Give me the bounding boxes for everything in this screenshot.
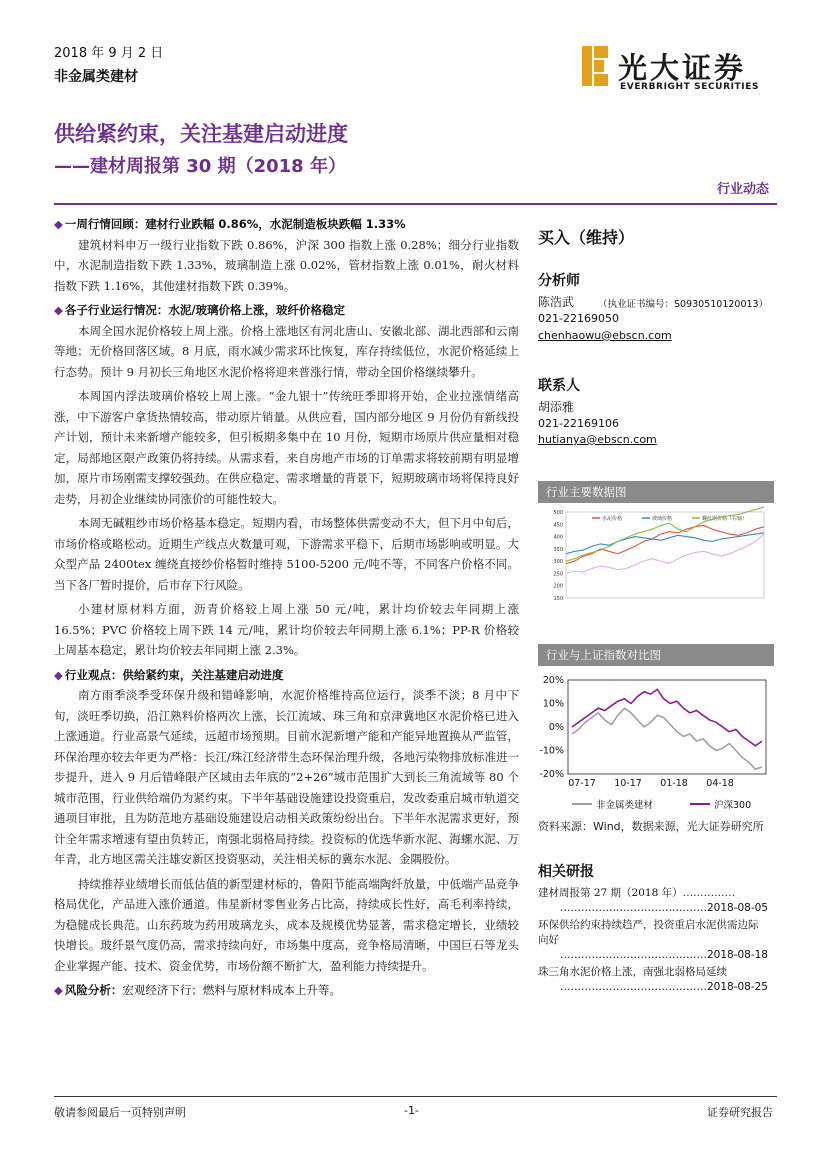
related-heading: 相关研报 (538, 864, 594, 880)
y-tick-label: 400 (553, 534, 563, 541)
footer-disclaimer: 敬请参阅最后一页特别声明 (54, 1106, 186, 1119)
chart-source: 资料来源：Wind，数据来源，光大证券研究所 (538, 820, 764, 833)
logo-text: 光大证券 (618, 51, 747, 85)
header-divider (54, 203, 777, 205)
paragraph: 本周全国水泥价格较上周上涨。价格上涨地区有河北唐山、安徽北部、湖北西部和云南等地；无价格回落区域。8 月底，雨水减少需求环比恢复，库存持续低位，水泥价格延续上行态势。预计 9 月初长三角地区水泥价格将迎来普涨行情，带动全国价格继续攀升。 (54, 323, 519, 379)
report-date: 2018 年 9 月 2 日 (54, 46, 164, 61)
contact-phone: 021-22169106 (538, 417, 619, 430)
y-tick-label: 500 (553, 510, 563, 516)
index-comparison-chart (538, 670, 774, 818)
related-reports (538, 886, 768, 997)
related-report[interactable] (538, 886, 768, 916)
chart1-heading: 行业主要数据图 (538, 481, 774, 503)
section-heading: ◆ 风险分析：宏观经济下行；燃料与原材料成本上升等。 (54, 983, 341, 997)
main-content (54, 214, 519, 1001)
related-report-date: ……………………………………2018-08-25 (559, 981, 768, 993)
diamond-icon: ◆ (54, 983, 63, 997)
paragraph: 本周无碱粗纱市场价格基本稳定。短期内看，市场整体供需变动不大，但下月中旬后，市场价格或略松动。近期生产线点火数量可观，下游需求平稳下，后期市场影响或明显。大众型产品 2400tex 缠绕直接纱价格暂时维持 5100-5200 元/吨不等，不同客户价格不同。当下各厂暂时提价，后市存下行风险。 (54, 516, 519, 592)
y-tick-label: 0% (548, 722, 564, 733)
report-type-tag: 行业动态 (716, 182, 769, 197)
related-report-title: 环保供给约束持续趋严，投资重启水泥供需边际向好 (538, 919, 759, 946)
paragraph: 持续推荐业绩增长而低估值的新型建材标的，鲁阳节能高端陶纤放量，中低端产品竞争格局优化，产品进入涨价通道。伟星新材零售业务占比高，持续成长性好，高毛利率持续，为稳健成长典范。山东药玻为药用玻璃龙头，成本及规模优势显著，需求稳定增长，业绩较快增长。玻纤景气度仍高，需求持续向好，市场集中度高，竞争格局清晰，中国巨石等龙头企业掌握产能、技术、资金优势，市场份额不断扩大，盈利能力持续提升。 (54, 876, 519, 973)
chart2-heading: 行业与上证指数对比图 (538, 644, 774, 666)
analyst-heading: 分析师 (538, 273, 580, 289)
x-tick-label: 01-18 (660, 778, 688, 789)
series-line (572, 708, 762, 769)
related-report-date: ……………………………………2018-08-18 (559, 949, 768, 961)
related-report-title: 建材周报第 27 期（2018 年）…………… (538, 887, 736, 899)
series-line (566, 533, 764, 554)
footer-report-type: 证券研究报告 (707, 1106, 773, 1119)
analyst-email-link[interactable]: chenhaowu@ebscn.com (538, 329, 672, 342)
legend-label: 玻璃价格 (652, 516, 673, 522)
y-tick-label: -10% (539, 745, 564, 757)
y-tick-label: 200 (553, 583, 563, 590)
y-tick-label: 350 (553, 546, 563, 553)
related-report[interactable] (538, 918, 768, 963)
section-heading: ◆ 一周行情回顾：建材行业跌幅 0.86%，水泥制造板块跌幅 1.33% (54, 217, 406, 231)
analyst-name: 陈浩武 (538, 295, 575, 309)
industry-data-chart (538, 506, 774, 606)
plot-frame (568, 680, 766, 774)
y-tick-label: 300 (553, 559, 563, 566)
x-tick-label: 04-18 (706, 778, 734, 789)
diamond-icon: ◆ (54, 303, 63, 317)
logo-english: EVERBRIGHT SECURITIES (620, 82, 760, 92)
sector-name: 非金属类建材 (54, 69, 138, 85)
related-report-date: ……………………………………2018-08-05 (559, 902, 768, 914)
contact-heading: 联系人 (538, 378, 580, 394)
x-tick-label: 10-17 (614, 778, 642, 789)
page-number: -1- (404, 1104, 419, 1117)
related-report[interactable] (538, 965, 768, 995)
paragraph: 小建材原材料方面，沥青价格较上周上涨 50 元/吨，累计均价较去年同期上涨 16.5%；PVC 价格较上周下跌 14 元/吨，累计均价较去年同期上涨 6.1%；PP-R 价格较上周基本稳定，累计均价较去年同期上涨 2.3%。 (54, 602, 519, 657)
analyst-cert: （执业证书编号：S0930510120013） (598, 299, 769, 310)
page-title: 供给紧约束，关注基建启动进度 (54, 122, 348, 146)
legend-label: 沪深300 (714, 800, 752, 811)
diamond-icon: ◆ (54, 217, 63, 231)
page-subtitle: ——建材周报第 30 期（2018 年） (54, 156, 346, 177)
contact-email-link[interactable]: hutianya@ebscn.com (538, 433, 657, 446)
y-tick-label: 20% (542, 675, 564, 686)
series-line (566, 526, 764, 564)
paragraph: 建筑材料申万一级行业指数下跌 0.86%，沪深 300 指数上涨 0.28%；细分行业指数中，水泥制造指数下跌 1.33%，玻璃制造上涨 0.02%，管材指数上涨 0.01%，耐火材料指数下跌 1.16%，其他建材指数下跌 0.39%。 (54, 237, 519, 293)
logo-icon (582, 46, 610, 86)
footer-divider (54, 1096, 777, 1097)
x-tick-label: 07-17 (568, 778, 596, 789)
legend-label: 螺纹钢价格（右轴） (702, 516, 748, 522)
y-tick-label: 150 (553, 596, 563, 602)
plot-frame (566, 512, 764, 598)
series-line (566, 534, 764, 573)
contact-name: 胡添雅 (538, 400, 575, 414)
legend-label: 非金属类建材 (596, 800, 654, 811)
y-tick-label: 250 (553, 571, 563, 578)
rating: 买入（维持） (538, 228, 635, 247)
diamond-icon: ◆ (54, 667, 63, 682)
y-tick-label: 10% (542, 698, 564, 710)
analyst-phone: 021-22169050 (538, 312, 619, 325)
y-tick-label: 450 (553, 522, 563, 529)
related-report-title: 珠三角水泥价格上涨，南强北弱格局延续 (538, 966, 727, 978)
y-tick-label: -20% (539, 769, 564, 780)
section-heading: ◆ 各子行业运行情况：水泥/玻璃价格上涨，玻纤价格稳定 (54, 303, 346, 317)
section-heading: ◆ 行业观点：供给紧约束，关注基建启动进度 (54, 667, 284, 682)
risk-text: 宏观经济下行；燃料与原材料成本上升等。 (122, 983, 341, 997)
paragraph: 南方雨季淡季受环保升级和错峰影响，水泥价格维持高位运行，淡季不淡；8 月中下旬，淡旺季切换，沿江熟料价格两次上涨，长江流域、珠三角和京津冀地区水泥价格已进入上涨通道。行业高景气延续，远超市场预期。目前水泥新增产能和产能异地置换从严监管，环保治理亦较去年更为严格：长江/珠江经济带生态环保治理升级，各地污染物排放标准进一步提升，进入 9 月后错峰限产区域由去年底的“2+26”城市范围扩大到长三角流域等 80 个城市范围，行业供给端仍为紧约束。下半年基础设施建设投资重启，发改委重启城市轨道交通项目审批，且为防范地方基础设施建设启动相关政策纷纷出台。下半年水泥需求更好，预计全年需求增速有望由负转正，南强北弱格局持续。投资标的优选华新水泥、海螺水泥、万年青，北方地区需关注雄安新区投资驱动，关注相关标的冀东水泥、金隅股份。 (54, 688, 519, 866)
legend-label: 水泥价格 (602, 516, 623, 522)
paragraph: 本周国内浮法玻璃价格较上周上涨。“金九银十”传统旺季即将开始，企业拉涨情绪高涨，中下游客户拿货热情较高，带动原片销量。从供应看，国内部分地区 9 月份仍有新线投产计划，预计未来新增产能较多，但引板期多集中在 10 月份，短期市场原片供应量相对稳定，局部地区限产政策仍将持续。从需求看，来自房地产市场的订单需求将较前期有明显增加，原片市场刚需支撑较强劲。在供应稳定、需求增量的背景下，短期玻璃市场将保持良好走势，月初企业继续协同涨价的可能性较大。 (54, 389, 519, 506)
series-line (572, 689, 762, 745)
